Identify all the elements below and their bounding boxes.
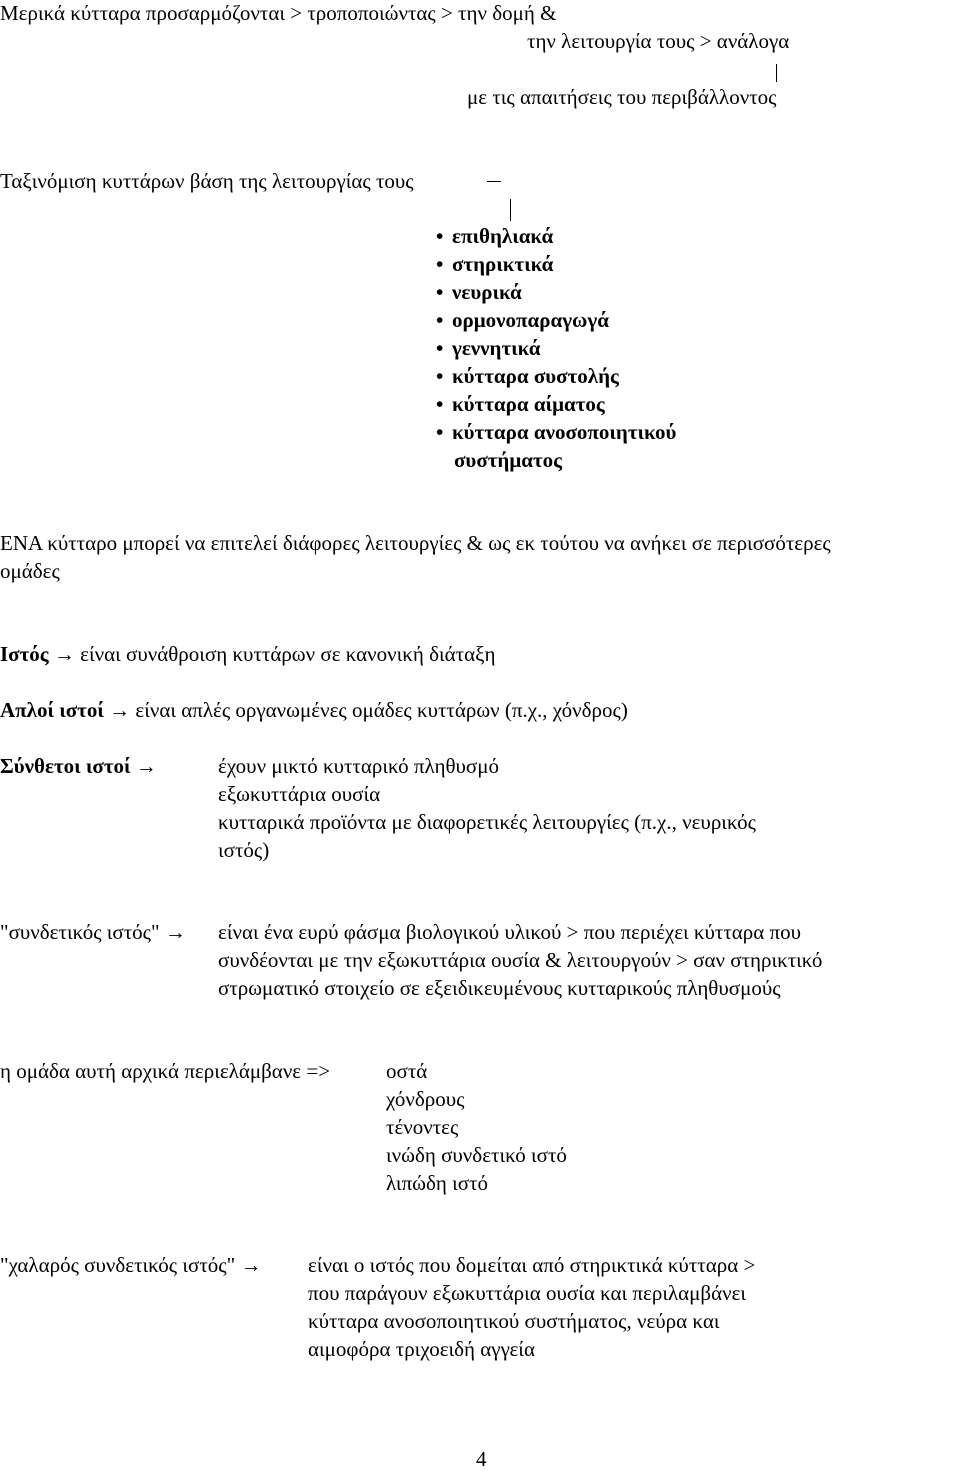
group-item: ινώδη συνδετικό ιστό [386, 1143, 567, 1167]
group-item: τένοντες [386, 1115, 459, 1139]
list-item: • επιθηλιακά [436, 224, 554, 248]
loose-line: που παράγουν εξωκυττάρια ουσία και περιλαμβάνει [308, 1281, 747, 1305]
connector-line [510, 199, 511, 221]
one-cell-line-1: ΕΝΑ κύτταρο μπορεί να επιτελεί διάφορες λειτουργίες & ως εκ τούτου να ανήκει σε περισσότερες [0, 531, 831, 555]
connective-line: στρωματικό στοιχείο σε εξειδικευμένους κυτταρικούς πληθυσμούς [218, 976, 781, 1000]
connective-term: "συνδετικός ιστός" [0, 920, 160, 944]
connective-line: είναι ένα ευρύ φάσμα βιολογικού υλικού > που περιέχει κύτταρα που [218, 920, 802, 944]
simple-tissue-term: Απλοί ιστοί [0, 698, 104, 722]
intro-line-1: Μερικά κύτταρα προσαρμόζονται > τροποποιώντας > την δομή & [0, 1, 557, 25]
connective-line: συνδέονται με την εξωκυττάρια ουσία & λειτουργούν > σαν στηρικτικό [218, 948, 823, 972]
bullet-icon: • [436, 224, 444, 248]
tissue-text: είναι συνάθροιση κυττάρων σε κανονική διάταξη [80, 642, 496, 666]
list-item: • κύτταρα αίματος [436, 392, 605, 416]
list-item: • ορμονοπαραγωγά [436, 308, 609, 332]
tissue-term: Ιστός [0, 642, 49, 666]
simple-tissue-text: είναι απλές οργανωμένες ομάδες κυττάρων (π.χ., χόνδρος) [135, 698, 628, 722]
list-item: • στηρικτικά [436, 252, 554, 276]
list-item-continuation: συστήματος [454, 448, 563, 472]
list-item: • κύτταρα συστολής [436, 364, 619, 388]
page-number: 4 [476, 1447, 487, 1471]
complex-tissue-line: εξωκυττάρια ουσία [218, 782, 381, 806]
connective-term-row [0, 919, 186, 946]
group-lead: η ομάδα αυτή αρχικά περιελάμβανε => [0, 1059, 331, 1083]
complex-tissue-term-row [0, 753, 157, 780]
bullet-icon: • [436, 252, 444, 276]
complex-tissue-line: ιστός) [218, 838, 270, 862]
group-item: οστά [386, 1059, 428, 1083]
complex-tissue-term: Σύνθετοι ιστοί [0, 754, 131, 778]
bullet-icon: • [436, 336, 444, 360]
arrow-icon: → [135, 754, 157, 778]
loose-line: αιμοφόρα τριχοειδή αγγεία [308, 1337, 535, 1361]
intro-line-2: την λειτουργία τους > ανάλογα [527, 29, 790, 53]
simple-tissue-definition [0, 697, 628, 724]
bullet-icon: • [436, 392, 444, 416]
list-item: • γεννητικά [436, 336, 541, 360]
bullet-icon: • [436, 420, 444, 444]
group-item: λιπώδη ιστό [386, 1171, 489, 1195]
loose-line: κύτταρα ανοσοποιητικού συστήματος, νεύρα και [308, 1309, 720, 1333]
complex-tissue-line: έχουν μικτό κυτταρικό πληθυσμό [218, 754, 499, 778]
tissue-definition [0, 641, 495, 668]
bullet-icon: • [436, 308, 444, 332]
classification-title: Ταξινόμιση κυττάρων βάση της λειτουργίας τους [0, 169, 414, 193]
loose-term-row [0, 1252, 261, 1279]
intro-line-3: με τις απαιτήσεις του περιβάλλοντος [467, 85, 777, 109]
list-item: • κύτταρα ανοσοποιητικού [436, 420, 677, 444]
bullet-icon: • [436, 280, 444, 304]
list-item: • νευρικά [436, 280, 522, 304]
arrow-icon: → [109, 698, 131, 722]
connector-dash [487, 181, 501, 182]
arrow-icon: → [240, 1253, 262, 1277]
loose-term: "χαλαρός συνδετικός ιστός" [0, 1253, 236, 1277]
arrow-icon: → [164, 920, 186, 944]
loose-line: είναι ο ιστός που δομείται από στηρικτικά κύτταρα > [308, 1253, 756, 1277]
one-cell-line-2: ομάδες [0, 559, 60, 583]
complex-tissue-line: κυτταρικά προϊόντα με διαφορετικές λειτουργίες (π.χ., νευρικός [218, 810, 756, 834]
bullet-icon: • [436, 364, 444, 388]
connector-line [776, 64, 777, 82]
group-item: χόνδρους [386, 1087, 465, 1111]
arrow-icon: → [53, 642, 75, 666]
